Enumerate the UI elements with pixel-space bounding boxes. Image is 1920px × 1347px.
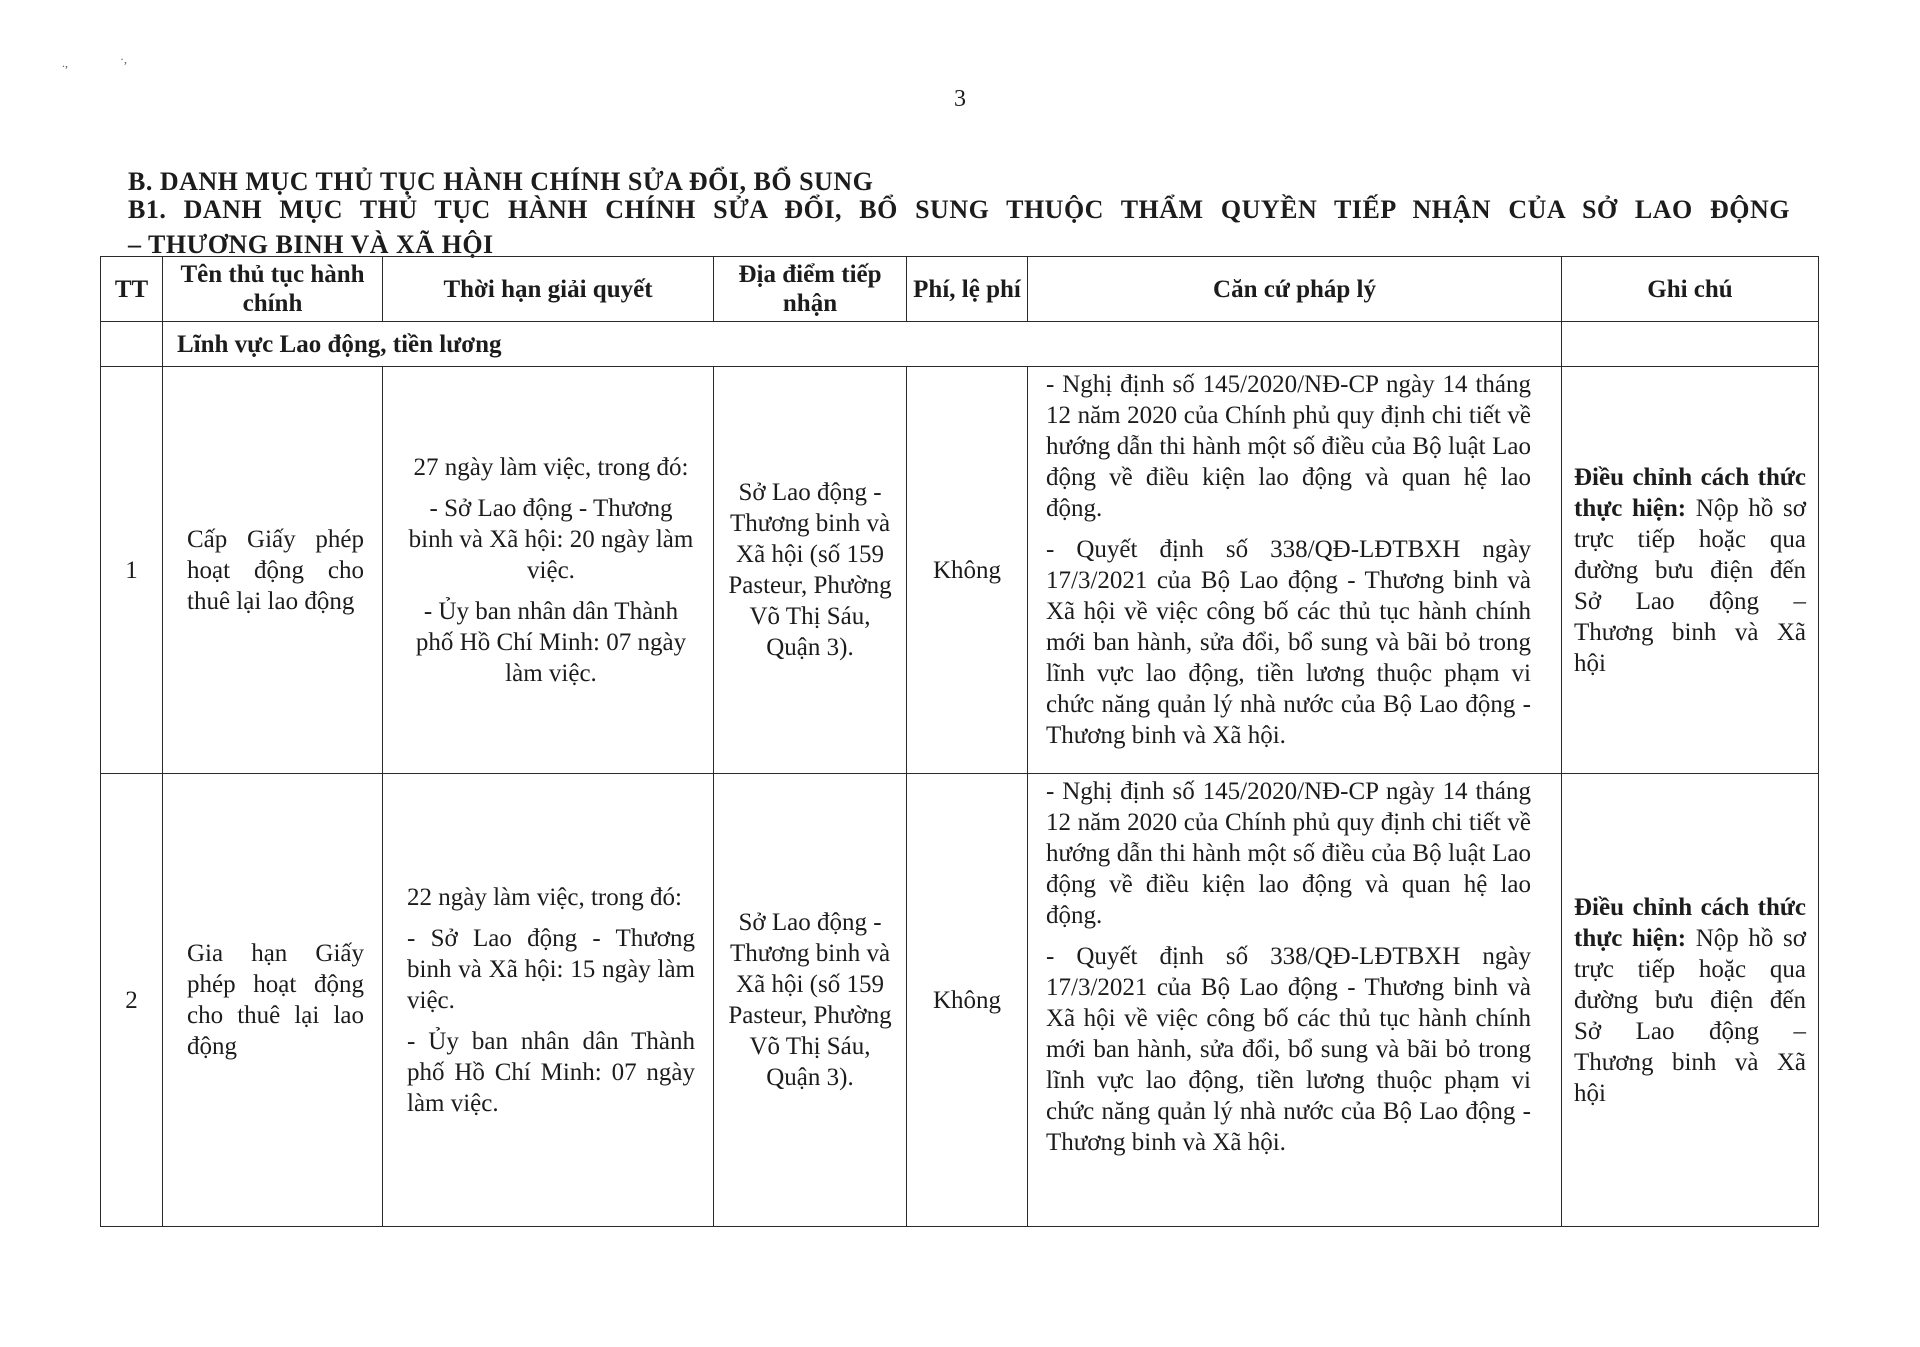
row-location: Sở Lao động - Thương binh và Xã hội (số 159 Pasteur, Phường Võ Thị Sáu, Quận 3). <box>728 479 892 661</box>
note-text: Nộp hồ sơ trực tiếp hoặc qua đường bưu điện đến Sở Lao động – Thương binh và Xã hội <box>1574 494 1806 677</box>
legal-basis-decree: - Nghị định số 145/2020/NĐ-CP ngày 14 tháng 12 năm 2020 của Chính phủ quy định chi tiết về hướng dẫn thi hành một số điều của Bộ luật Lao động về điều kiện lao động và quan hệ lao động. <box>1046 778 1531 929</box>
row-fee: Không <box>907 367 1028 774</box>
legal-basis-decision: - Quyết định số 338/QĐ-LĐTBXH ngày 17/3/2021 của Bộ Lao động - Thương binh và Xã hội về việc công bố các thủ tục hành chính mới ban hành, sửa đổi, bổ sung và bãi bỏ trong lĩnh vực lao động, tiền lương thuộc phạm vi chức năng quản lý nhà nước của Bộ Lao động - Thương binh và Xã hội. <box>1046 943 1531 1156</box>
section-heading-b: B. DANH MỤC THỦ TỤC HÀNH CHÍNH SỬA ĐỔI, BỔ SUNG <box>128 167 874 196</box>
procedures-table <box>100 256 1819 1227</box>
deadline-department: - Sở Lao động - Thương binh và Xã hội: 20 ngày làm việc. <box>408 494 694 584</box>
deadline-department: - Sở Lao động - Thương binh và Xã hội: 15 ngày làm việc. <box>407 924 695 1014</box>
row-tt: 1 <box>101 367 163 774</box>
col-header-name: Tên thủ tục hành chính <box>163 257 383 322</box>
legal-basis-decree: - Nghị định số 145/2020/NĐ-CP ngày 14 tháng 12 năm 2020 của Chính phủ quy định chi tiết về hướng dẫn thi hành một số điều của Bộ luật Lao động về điều kiện lao động và quan hệ lao động. <box>1046 371 1531 522</box>
row-name-cell <box>163 774 383 1227</box>
group-label: Lĩnh vực Lao động, tiền lương <box>163 322 1562 367</box>
row-location-cell <box>714 367 907 774</box>
scan-speck: ·, <box>120 52 127 66</box>
row-fee: Không <box>907 774 1028 1227</box>
col-header-deadline: Thời hạn giải quyết <box>383 257 714 322</box>
note-text: Nộp hồ sơ trực tiếp hoặc qua đường bưu điện đến Sở Lao động – Thương binh và Xã hội <box>1574 924 1806 1107</box>
scan-speck: ., <box>62 56 68 70</box>
row-name: Cấp Giấy phép hoạt động cho thuê lại lao động <box>187 525 364 615</box>
col-header-note: Ghi chú <box>1562 257 1819 322</box>
note-bold: Điều chỉnh cách thức thực hiện: <box>1574 893 1806 952</box>
row-deadline-cell <box>383 774 714 1227</box>
deadline-city: - Ủy ban nhân dân Thành phố Hồ Chí Minh: 07 ngày làm việc. <box>415 597 687 687</box>
row-name-cell <box>163 367 383 774</box>
col-header-location: Địa điểm tiếp nhận <box>714 257 907 322</box>
legal-basis-decision: - Quyết định số 338/QĐ-LĐTBXH ngày 17/3/2021 của Bộ Lao động - Thương binh và Xã hội về việc công bố các thủ tục hành chính mới ban hành, sửa đổi, bổ sung và bãi bỏ trong lĩnh vực lao động, tiền lương thuộc phạm vi chức năng quản lý nhà nước của Bộ Lao động - Thương binh và Xã hội. <box>1046 536 1531 749</box>
table-header-row <box>101 257 1819 322</box>
section-heading-b1-continued: – THƯƠNG BINH VÀ XÃ HỘI <box>128 230 494 259</box>
row-note-cell <box>1562 774 1819 1227</box>
page-number: 3 <box>954 86 966 112</box>
group-tt-cell <box>101 322 163 367</box>
col-header-tt: TT <box>101 257 163 322</box>
deadline-city: - Ủy ban nhân dân Thành phố Hồ Chí Minh: 07 ngày làm việc. <box>407 1027 695 1117</box>
row-legal-basis-cell <box>1028 774 1562 1227</box>
note-bold: Điều chỉnh cách thức thực hiện: <box>1574 463 1806 522</box>
group-row <box>101 322 1819 367</box>
col-header-fee: Phí, lệ phí <box>907 257 1028 322</box>
row-legal-basis-cell <box>1028 367 1562 774</box>
col-header-legal-basis: Căn cứ pháp lý <box>1028 257 1562 322</box>
row-name: Gia hạn Giấy phép hoạt động cho thuê lại lao động <box>187 940 364 1060</box>
row-location-cell <box>714 774 907 1227</box>
group-note-cell <box>1562 322 1819 367</box>
table-row <box>101 367 1819 774</box>
section-heading-b1: B1. DANH MỤC THỦ TỤC HÀNH CHÍNH SỬA ĐỔI, BỔ SUNG THUỘC THẨM QUYỀN TIẾP NHẬN CỦA SỞ LAO ĐỘNG <box>128 195 1790 224</box>
deadline-total: 27 ngày làm việc, trong đó: <box>413 453 689 481</box>
row-location: Sở Lao động - Thương binh và Xã hội (số 159 Pasteur, Phường Võ Thị Sáu, Quận 3). <box>728 909 892 1091</box>
table-row <box>101 774 1819 1227</box>
row-tt: 2 <box>101 774 163 1227</box>
deadline-total: 22 ngày làm việc, trong đó: <box>407 883 682 911</box>
row-deadline-cell <box>383 367 714 774</box>
row-note-cell <box>1562 367 1819 774</box>
